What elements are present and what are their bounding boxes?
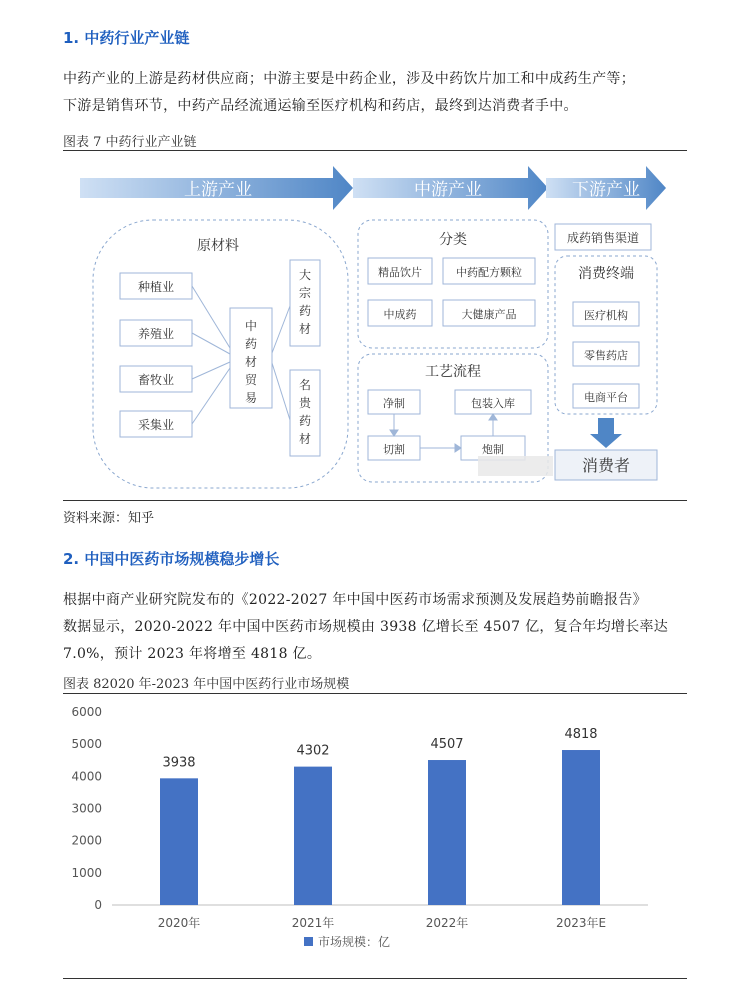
- trade-char-5: 易: [244, 391, 258, 405]
- industry-chain-svg: [68, 158, 681, 498]
- data-label-0: 3938: [162, 755, 196, 771]
- section-2-para-line-1: 根据中商产业研究院发布的《2022-2027 年中国中医药市场需求预测及发展趋势前瞻报告》: [63, 592, 647, 608]
- midstream-arrow-label: 中游产业: [414, 180, 482, 200]
- y-tick-label-5: 5000: [71, 737, 102, 752]
- class-label-4: 大健康产品: [461, 308, 517, 321]
- figure-8-top-rule: [63, 693, 687, 694]
- figure-7-bottom-rule: [63, 500, 687, 501]
- process-label-clean: 净制: [383, 397, 405, 410]
- bar-0: [160, 778, 198, 905]
- terminal-label-ecommerce: 电商平台: [584, 391, 628, 404]
- x-tick-label-1: 2021年: [291, 916, 335, 930]
- section-1-title: 1. 中药行业产业链: [63, 29, 190, 47]
- source-label-planting: 种植业: [137, 280, 175, 294]
- upstream-arrow-label: 上游产业: [184, 180, 252, 200]
- y-tick-label-2: 2000: [71, 833, 102, 848]
- y-tick-label-4: 4000: [71, 769, 102, 784]
- blurred-watermark: [478, 456, 553, 476]
- bar-3: [562, 750, 600, 905]
- legend-swatch: [304, 937, 313, 946]
- x-tick-label-3: 2023年E: [555, 916, 607, 930]
- consumer-label: 消费者: [581, 456, 631, 475]
- y-tick-label-0: 0: [94, 898, 102, 912]
- x-tick-label-2: 2022年: [425, 916, 469, 930]
- figure-8-bottom-rule: [63, 978, 687, 979]
- classification-title: 分类: [439, 232, 467, 248]
- y-tick-label-1: 1000: [71, 865, 102, 880]
- terminal-label-medical: 医疗机构: [584, 309, 628, 322]
- section-1-paragraph: [63, 66, 703, 120]
- downstream-arrow-label: 下游产业: [572, 180, 640, 200]
- process-title: 工艺流程: [425, 364, 481, 380]
- terminal-label-pharmacy: 零售药店: [584, 349, 628, 362]
- figure-7-top-rule: [63, 150, 687, 151]
- sales-channel-label: 成药销售渠道: [566, 231, 640, 245]
- precious-char-4: 材: [298, 432, 312, 446]
- section-2-para-line-3: 7.0%，预计 2023 年将增至 4818 亿。: [63, 646, 322, 662]
- process-label-process: 炮制: [482, 443, 504, 456]
- section-2-title: 2. 中国中医药市场规模稳步增长: [63, 550, 280, 568]
- market-size-bar-chart: [60, 698, 690, 976]
- source-label-breeding: 养殖业: [137, 327, 175, 341]
- consumer-terminal-title: 消费终端: [578, 266, 634, 282]
- section-1-para-line-1: 中药产业的上游是药材供应商；中游主要是中药企业，涉及中药饮片加工和中成药生产等；: [63, 71, 635, 87]
- down-arrow: [590, 418, 622, 448]
- bulk-char-3: 药: [298, 304, 312, 318]
- trade-char-2: 药: [244, 337, 258, 351]
- data-label-2: 4507: [430, 737, 464, 753]
- process-label-package: 包装入库: [471, 397, 515, 410]
- class-label-2: 中药配方颗粒: [456, 266, 522, 279]
- section-2-paragraph: [63, 587, 703, 668]
- bar-2: [428, 760, 466, 905]
- raw-materials-title: 原材料: [197, 238, 239, 254]
- class-label-1: 精品饮片: [378, 266, 422, 279]
- y-tick-label-3: 3000: [71, 801, 102, 816]
- process-label-cut: 切割: [383, 443, 405, 456]
- section-2-para-line-2: 数据显示，2020-2022 年中国中医药市场规模由 3938 亿增长至 4507 亿，复合年均增长率达: [63, 619, 669, 635]
- precious-char-1: 名: [298, 378, 312, 392]
- section-1-para-line-2: 下游是销售环节，中药产品经流通运输至医疗机构和药店，最终到达消费者手中。: [63, 98, 578, 114]
- source-label-gathering: 采集业: [137, 418, 175, 432]
- bulk-char-1: 大: [298, 268, 312, 282]
- bulk-char-2: 宗: [298, 286, 312, 300]
- trade-char-1: 中: [244, 319, 258, 333]
- bulk-char-4: 材: [298, 322, 312, 336]
- data-label-3: 4818: [564, 727, 598, 743]
- data-label-1: 4302: [296, 743, 330, 759]
- y-tick-label-6: 6000: [71, 705, 102, 719]
- figure-7-caption: 图表 7 中药行业产业链: [63, 135, 197, 150]
- industry-chain-diagram: [68, 158, 681, 498]
- legend-label: 市场规模：亿: [318, 935, 391, 949]
- x-tick-label-0: 2020年: [157, 916, 201, 930]
- trade-char-4: 贸: [244, 373, 258, 387]
- source-label-livestock: 畜牧业: [137, 373, 175, 387]
- precious-char-3: 药: [298, 414, 312, 428]
- figure-7-source: 资料来源：知乎: [63, 511, 155, 526]
- figure-8-caption: 图表 82020 年-2023 年中国中医药行业市场规模: [63, 677, 350, 692]
- class-label-3: 中成药: [383, 308, 417, 321]
- precious-char-2: 贵: [298, 396, 312, 410]
- trade-char-3: 材: [244, 355, 258, 369]
- bar-1: [294, 767, 332, 905]
